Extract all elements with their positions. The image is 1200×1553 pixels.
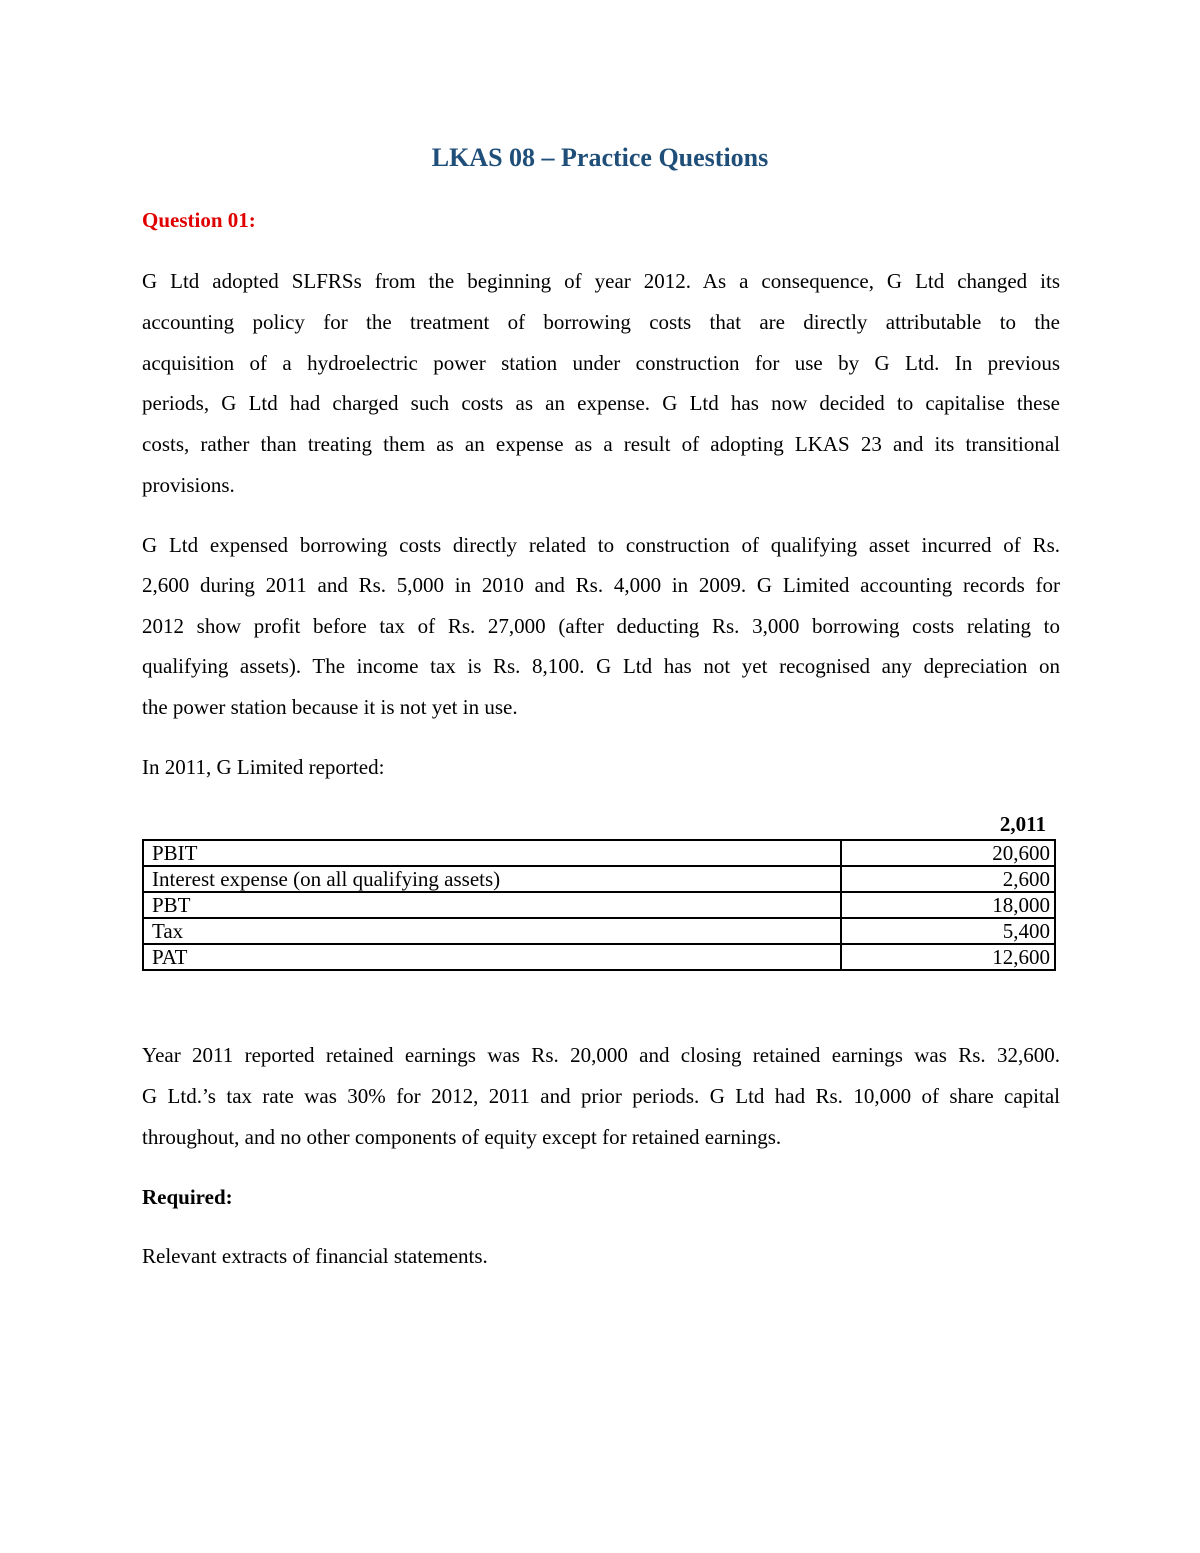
text-line: periods, G Ltd had charged such costs as an expense. G Ltd has now decided to capitalise these xyxy=(142,391,1060,415)
row-value: 5,400 xyxy=(841,918,1055,944)
text-line: 2012 show profit before tax of Rs. 27,000 (after deducting Rs. 3,000 borrowing costs relating to xyxy=(142,614,1060,638)
table-row xyxy=(143,840,1055,866)
row-label: Interest expense (on all qualifying assets) xyxy=(143,866,841,892)
text-line: accounting policy for the treatment of borrowing costs that are directly attributable to the xyxy=(142,310,1060,334)
income-statement-table xyxy=(142,839,1056,971)
text-line: throughout, and no other components of equity except for retained earnings. xyxy=(142,1125,782,1149)
row-value: 2,600 xyxy=(841,866,1055,892)
table-row xyxy=(143,892,1055,918)
row-label: PBT xyxy=(143,892,841,918)
text-line: the power station because it is not yet in use. xyxy=(142,695,518,719)
text-line: qualifying assets). The income tax is Rs. 8,100. G Ltd has not yet recognised any depreciation on xyxy=(142,654,1060,678)
question-heading: Question 01: xyxy=(142,208,256,232)
table-row xyxy=(143,944,1055,970)
year-header: 2,011 xyxy=(999,812,1046,836)
row-label: Tax xyxy=(143,918,841,944)
page-title: LKAS 08 – Practice Questions xyxy=(431,143,769,172)
text-line: costs, rather than treating them as an expense as a result of adopting LKAS 23 and its transitional xyxy=(142,432,1060,456)
text-line: G Ltd expensed borrowing costs directly related to construction of qualifying asset incurred of Rs. xyxy=(142,533,1060,557)
row-label: PAT xyxy=(143,944,841,970)
required-text: Relevant extracts of financial statements. xyxy=(142,1244,488,1268)
table-row xyxy=(143,866,1055,892)
text-line: 2,600 during 2011 and Rs. 5,000 in 2010 and Rs. 4,000 in 2009. G Limited accounting records for xyxy=(142,573,1060,597)
row-value: 20,600 xyxy=(841,840,1055,866)
row-value: 18,000 xyxy=(841,892,1055,918)
required-heading: Required: xyxy=(142,1185,233,1209)
text-line: G Ltd.’s tax rate was 30% for 2012, 2011 and prior periods. G Ltd had Rs. 10,000 of share capital xyxy=(142,1084,1060,1108)
text-line: Year 2011 reported retained earnings was Rs. 20,000 and closing retained earnings was Rs. 32,600. xyxy=(142,1043,1060,1067)
text-line: acquisition of a hydroelectric power station under construction for use by G Ltd. In previous xyxy=(142,351,1060,375)
text-line: provisions. xyxy=(142,473,235,497)
intro-2011: In 2011, G Limited reported: xyxy=(142,755,385,779)
row-label: PBIT xyxy=(143,840,841,866)
text-line: G Ltd adopted SLFRSs from the beginning of year 2012. As a consequence, G Ltd changed its xyxy=(142,269,1060,293)
table-row xyxy=(143,918,1055,944)
row-value: 12,600 xyxy=(841,944,1055,970)
